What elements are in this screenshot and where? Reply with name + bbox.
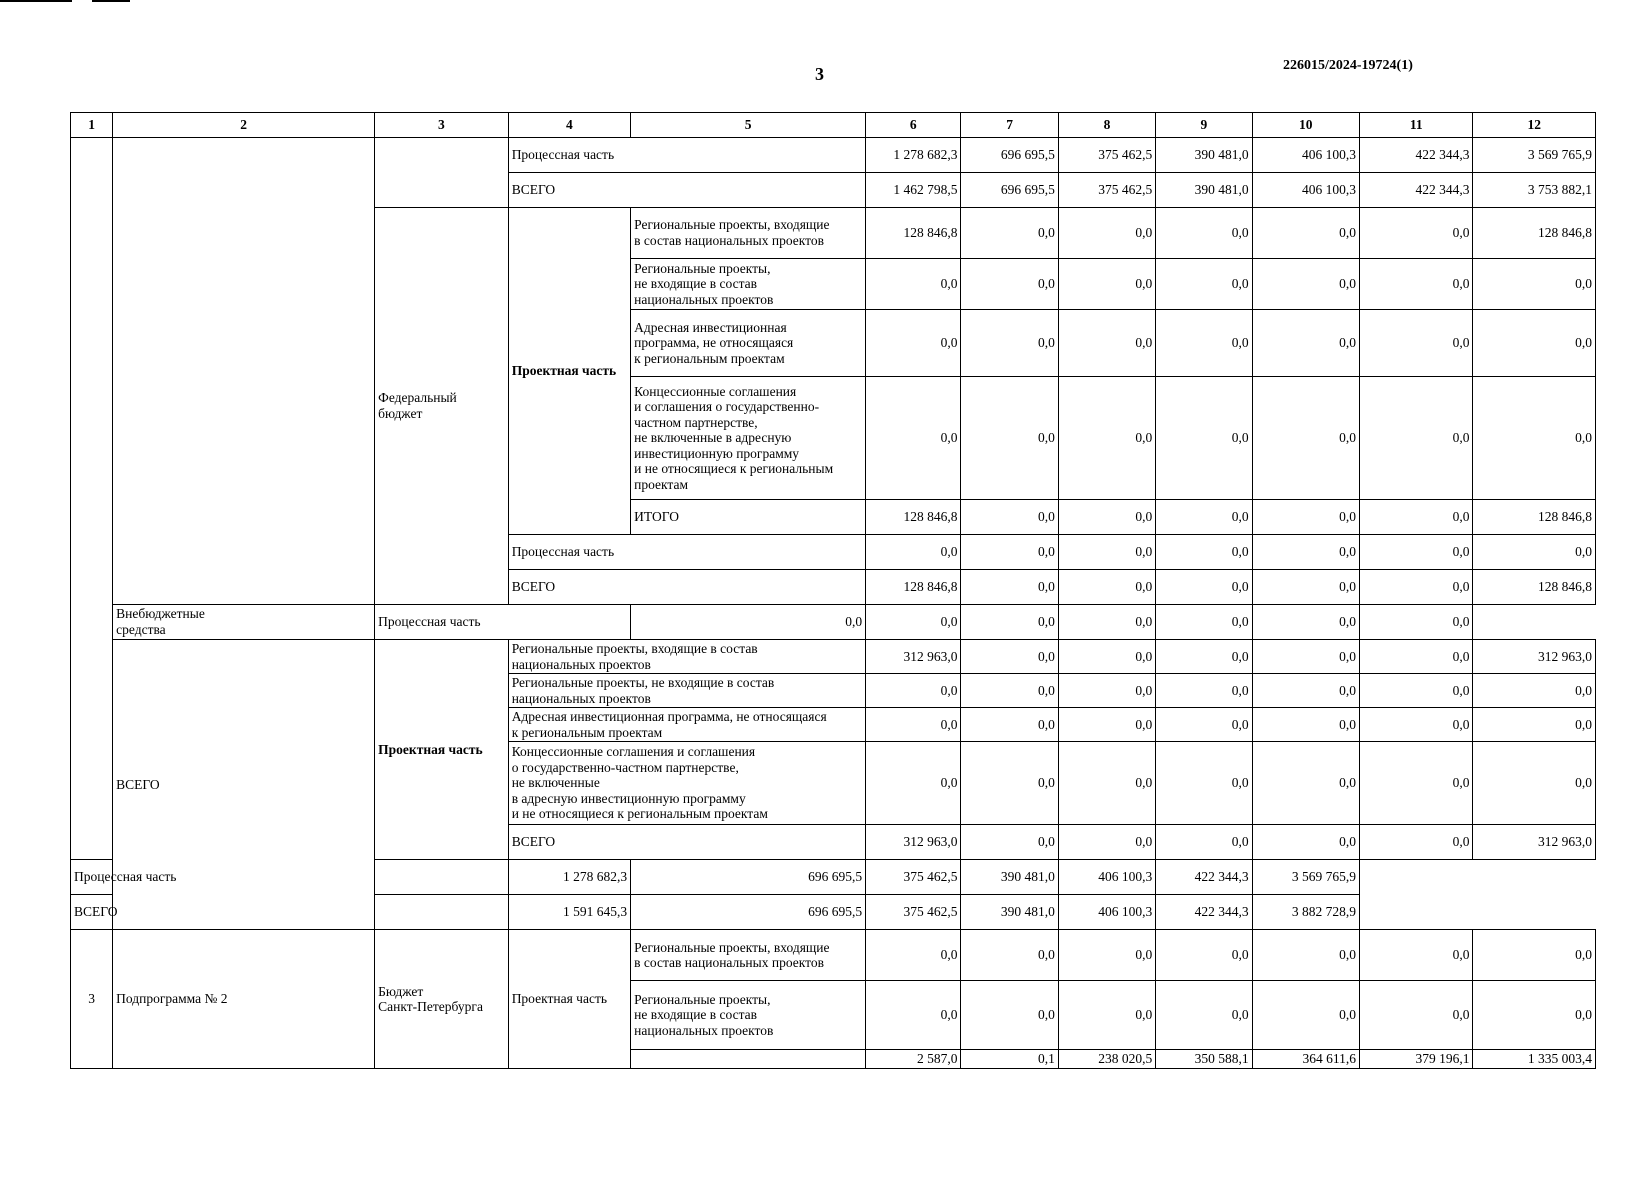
row-label: Региональные проекты, не входящие в состав национальных проектов <box>508 674 865 708</box>
value-cell: 390 481,0 <box>1156 173 1252 208</box>
value-cell: 0,0 <box>1156 377 1252 500</box>
row-label: ВСЕГО <box>508 825 865 860</box>
row-label: Процессная часть <box>508 138 865 173</box>
value-cell: 0,0 <box>866 310 961 377</box>
value-cell: 390 481,0 <box>1156 138 1252 173</box>
value-cell: 3 882 728,9 <box>1252 895 1359 930</box>
value-cell: 390 481,0 <box>961 895 1058 930</box>
value-cell: 0,0 <box>1156 825 1252 860</box>
value-cell: 0,0 <box>1156 674 1252 708</box>
value-cell: 0,0 <box>1058 742 1155 825</box>
value-cell: 0,0 <box>866 708 961 742</box>
scan-edge-line <box>92 0 130 2</box>
row-label: Региональные проекты, не входящие в состав национальных проектов <box>631 259 866 310</box>
value-cell: 0,0 <box>1156 310 1252 377</box>
col-header: 2 <box>113 113 375 138</box>
value-cell: 0,0 <box>1058 981 1155 1050</box>
value-cell: 0,0 <box>961 570 1058 605</box>
project-part-label: Проектная часть <box>375 640 509 860</box>
value-cell: 0,0 <box>1058 259 1155 310</box>
value-cell: 0,0 <box>1156 259 1252 310</box>
value-cell: 0,0 <box>1360 674 1473 708</box>
value-cell: 406 100,3 <box>1252 138 1359 173</box>
section-total-label: ВСЕГО <box>113 640 375 930</box>
value-cell: 0,0 <box>961 535 1058 570</box>
funding-source-extrabudget: Внебюджетные средства <box>113 605 375 640</box>
col-header: 7 <box>961 113 1058 138</box>
value-cell: 0,0 <box>1360 377 1473 500</box>
cell-source-empty <box>375 138 509 208</box>
value-cell: 0,0 <box>1156 742 1252 825</box>
value-cell: 128 846,8 <box>866 570 961 605</box>
value-cell: 390 481,0 <box>961 860 1058 895</box>
value-cell: 0,0 <box>1058 825 1155 860</box>
value-cell: 0,0 <box>1252 930 1359 981</box>
row-label: Процессная часть <box>508 535 865 570</box>
value-cell: 0,0 <box>1252 981 1359 1050</box>
value-cell: 0,0 <box>1360 208 1473 259</box>
value-cell: 312 963,0 <box>866 825 961 860</box>
value-cell: 0,0 <box>866 930 961 981</box>
value-cell: 0,0 <box>1252 708 1359 742</box>
value-cell: 0,0 <box>961 208 1058 259</box>
row-label: Процессная часть <box>71 860 509 895</box>
value-cell: 0,0 <box>1058 310 1155 377</box>
row-label: Региональные проекты, входящие в состав национальных проектов <box>631 208 866 259</box>
value-cell: 3 753 882,1 <box>1473 173 1596 208</box>
value-cell: 422 344,3 <box>1156 860 1252 895</box>
value-cell: 0,0 <box>1473 377 1596 500</box>
value-cell: 0,0 <box>1058 674 1155 708</box>
value-cell: 0,0 <box>1360 570 1473 605</box>
value-cell: 0,0 <box>1252 742 1359 825</box>
value-cell: 0,0 <box>1473 535 1596 570</box>
page-number: 3 <box>815 64 824 84</box>
value-cell: 1 278 682,3 <box>508 860 630 895</box>
budget-table <box>70 112 1596 1069</box>
cell-number-empty <box>71 138 113 860</box>
value-cell: 0,0 <box>961 825 1058 860</box>
value-cell: 0,0 <box>1473 259 1596 310</box>
value-cell: 0,0 <box>1252 259 1359 310</box>
value-cell: 0,0 <box>1473 981 1596 1050</box>
value-cell: 696 695,5 <box>961 138 1058 173</box>
col-header: 8 <box>1058 113 1155 138</box>
value-cell: 375 462,5 <box>1058 173 1155 208</box>
row-label: ИТОГО <box>631 500 866 535</box>
row-label: Региональные проекты, входящие в состав национальных проектов <box>631 930 866 981</box>
funding-source-federal: Федеральный бюджет <box>375 208 509 605</box>
scan-edge-line <box>0 0 72 2</box>
table-row <box>71 605 1596 640</box>
value-cell: 0,0 <box>1252 570 1359 605</box>
value-cell: 0,0 <box>1360 708 1473 742</box>
value-cell: 422 344,3 <box>1360 173 1473 208</box>
value-cell: 406 100,3 <box>1058 895 1155 930</box>
value-cell: 0,0 <box>1252 825 1359 860</box>
value-cell: 0,0 <box>1360 742 1473 825</box>
value-cell: 0,0 <box>1252 674 1359 708</box>
project-part-label: Проектная часть <box>508 208 630 535</box>
value-cell: 696 695,5 <box>961 173 1058 208</box>
value-cell: 0,0 <box>1058 605 1155 640</box>
value-cell: 0,0 <box>1252 640 1359 674</box>
value-cell: 0,0 <box>1252 535 1359 570</box>
value-cell: 0,0 <box>961 981 1058 1050</box>
value-cell: 0,0 <box>866 259 961 310</box>
col-header: 1 <box>71 113 113 138</box>
value-cell: 0,0 <box>866 605 961 640</box>
value-cell: 312 963,0 <box>1473 640 1596 674</box>
col-header: 3 <box>375 113 509 138</box>
value-cell: 375 462,5 <box>866 860 961 895</box>
col-header: 4 <box>508 113 630 138</box>
row-label: Региональные проекты, входящие в состав национальных проектов <box>508 640 865 674</box>
funding-source-spb: Бюджет Санкт-Петербурга <box>375 930 509 1069</box>
value-cell: 3 569 765,9 <box>1473 138 1596 173</box>
value-cell: 0,0 <box>866 535 961 570</box>
value-cell: 422 344,3 <box>1360 138 1473 173</box>
value-cell: 2 587,0 <box>866 1050 961 1069</box>
row-label: ВСЕГО <box>508 570 865 605</box>
value-cell: 128 846,8 <box>866 500 961 535</box>
table-row <box>71 860 1596 895</box>
value-cell: 0,0 <box>1473 674 1596 708</box>
value-cell: 128 846,8 <box>866 208 961 259</box>
value-cell: 128 846,8 <box>1473 208 1596 259</box>
value-cell: 0,0 <box>1156 981 1252 1050</box>
value-cell: 0,0 <box>1058 535 1155 570</box>
value-cell: 0,0 <box>961 674 1058 708</box>
value-cell: 375 462,5 <box>866 895 961 930</box>
subprogram-number: 3 <box>71 930 113 1069</box>
col-header: 6 <box>866 113 961 138</box>
value-cell: 0,0 <box>1473 742 1596 825</box>
value-cell: 0,0 <box>1058 708 1155 742</box>
value-cell: 0,0 <box>1058 377 1155 500</box>
project-part-label: Проектная часть <box>508 930 630 1069</box>
value-cell: 0,0 <box>1058 500 1155 535</box>
value-cell: 0,0 <box>1156 930 1252 981</box>
value-cell: 0,0 <box>1360 640 1473 674</box>
value-cell: 0,0 <box>1252 377 1359 500</box>
value-cell: 0,0 <box>1058 570 1155 605</box>
row-label: ВСЕГО <box>508 173 865 208</box>
value-cell: 364 611,6 <box>1252 1050 1359 1069</box>
value-cell: 422 344,3 <box>1156 895 1252 930</box>
value-cell: 0,0 <box>1360 259 1473 310</box>
value-cell: 0,0 <box>961 259 1058 310</box>
col-header: 10 <box>1252 113 1359 138</box>
value-cell: 406 100,3 <box>1252 173 1359 208</box>
value-cell: 238 020,5 <box>1058 1050 1155 1069</box>
col-header: 11 <box>1360 113 1473 138</box>
value-cell: 0,0 <box>1360 535 1473 570</box>
row-label: Региональные проекты, не входящие в состав национальных проектов <box>631 981 866 1050</box>
value-cell: 0,0 <box>1360 825 1473 860</box>
value-cell: 0,0 <box>961 930 1058 981</box>
value-cell: 0,0 <box>1156 605 1252 640</box>
value-cell: 0,0 <box>961 742 1058 825</box>
value-cell: 0,0 <box>1252 500 1359 535</box>
value-cell: 0,0 <box>961 605 1058 640</box>
value-cell: 0,0 <box>1156 208 1252 259</box>
value-cell: 0,0 <box>961 500 1058 535</box>
value-cell: 0,0 <box>1360 500 1473 535</box>
value-cell: 0,0 <box>1252 310 1359 377</box>
value-cell: 0,1 <box>961 1050 1058 1069</box>
row-label: Адресная инвестиционная программа, не относящаяся к региональным проектам <box>631 310 866 377</box>
value-cell: 375 462,5 <box>1058 138 1155 173</box>
column-header-row <box>71 113 1596 138</box>
value-cell: 0,0 <box>1360 605 1473 640</box>
value-cell: 0,0 <box>1252 605 1359 640</box>
table-row <box>71 930 1596 981</box>
value-cell: 0,0 <box>1156 535 1252 570</box>
document-code: 226015/2024-19724(1) <box>1283 58 1413 73</box>
cell-name-empty <box>113 138 375 605</box>
value-cell: 379 196,1 <box>1360 1050 1473 1069</box>
value-cell: 0,0 <box>866 742 961 825</box>
row-label: Адресная инвестиционная программа, не относящаяся к региональным проектам <box>508 708 865 742</box>
value-cell: 0,0 <box>961 640 1058 674</box>
value-cell: 0,0 <box>1360 310 1473 377</box>
row-label-empty <box>631 1050 866 1069</box>
value-cell: 0,0 <box>1156 708 1252 742</box>
value-cell: 0,0 <box>631 605 866 640</box>
row-label: ВСЕГО <box>71 895 509 930</box>
value-cell: 0,0 <box>866 981 961 1050</box>
row-label: Концессионные соглашения и соглашения о государственно- частном партнерстве, не включенные в адресную инвестиционную программу и не относящиеся к региональным проектам <box>631 377 866 500</box>
value-cell: 128 846,8 <box>1473 570 1596 605</box>
value-cell: 0,0 <box>1360 930 1473 981</box>
value-cell: 0,0 <box>1058 208 1155 259</box>
table-row <box>71 138 1596 173</box>
value-cell: 696 695,5 <box>631 860 866 895</box>
value-cell: 0,0 <box>961 377 1058 500</box>
value-cell: 3 569 765,9 <box>1252 860 1359 895</box>
value-cell: 0,0 <box>1473 310 1596 377</box>
value-cell: 1 462 798,5 <box>866 173 961 208</box>
value-cell: 1 591 645,3 <box>508 895 630 930</box>
value-cell: 1 335 003,4 <box>1473 1050 1596 1069</box>
col-header: 12 <box>1473 113 1596 138</box>
value-cell: 0,0 <box>866 674 961 708</box>
value-cell: 1 278 682,3 <box>866 138 961 173</box>
value-cell: 312 963,0 <box>1473 825 1596 860</box>
value-cell: 0,0 <box>1360 981 1473 1050</box>
row-label: Процессная часть <box>375 605 631 640</box>
value-cell: 128 846,8 <box>1473 500 1596 535</box>
value-cell: 0,0 <box>1156 570 1252 605</box>
value-cell: 0,0 <box>1473 708 1596 742</box>
value-cell: 0,0 <box>1473 930 1596 981</box>
col-header: 5 <box>631 113 866 138</box>
value-cell: 312 963,0 <box>866 640 961 674</box>
value-cell: 0,0 <box>961 310 1058 377</box>
value-cell: 0,0 <box>1058 640 1155 674</box>
value-cell: 0,0 <box>1058 930 1155 981</box>
value-cell: 696 695,5 <box>631 895 866 930</box>
value-cell: 0,0 <box>1252 208 1359 259</box>
row-label: Концессионные соглашения и соглашения о государственно-частном партнерстве, не включенные в адресную инвестиционную программу и не относящиеся к региональным проектам <box>508 742 865 825</box>
value-cell: 0,0 <box>1156 500 1252 535</box>
table-row <box>71 640 1596 674</box>
subprogram-name: Подпрограмма № 2 <box>113 930 375 1069</box>
value-cell: 406 100,3 <box>1058 860 1155 895</box>
value-cell: 0,0 <box>866 377 961 500</box>
value-cell: 350 588,1 <box>1156 1050 1252 1069</box>
value-cell: 0,0 <box>1156 640 1252 674</box>
value-cell: 0,0 <box>961 708 1058 742</box>
table-row <box>71 895 1596 930</box>
col-header: 9 <box>1156 113 1252 138</box>
